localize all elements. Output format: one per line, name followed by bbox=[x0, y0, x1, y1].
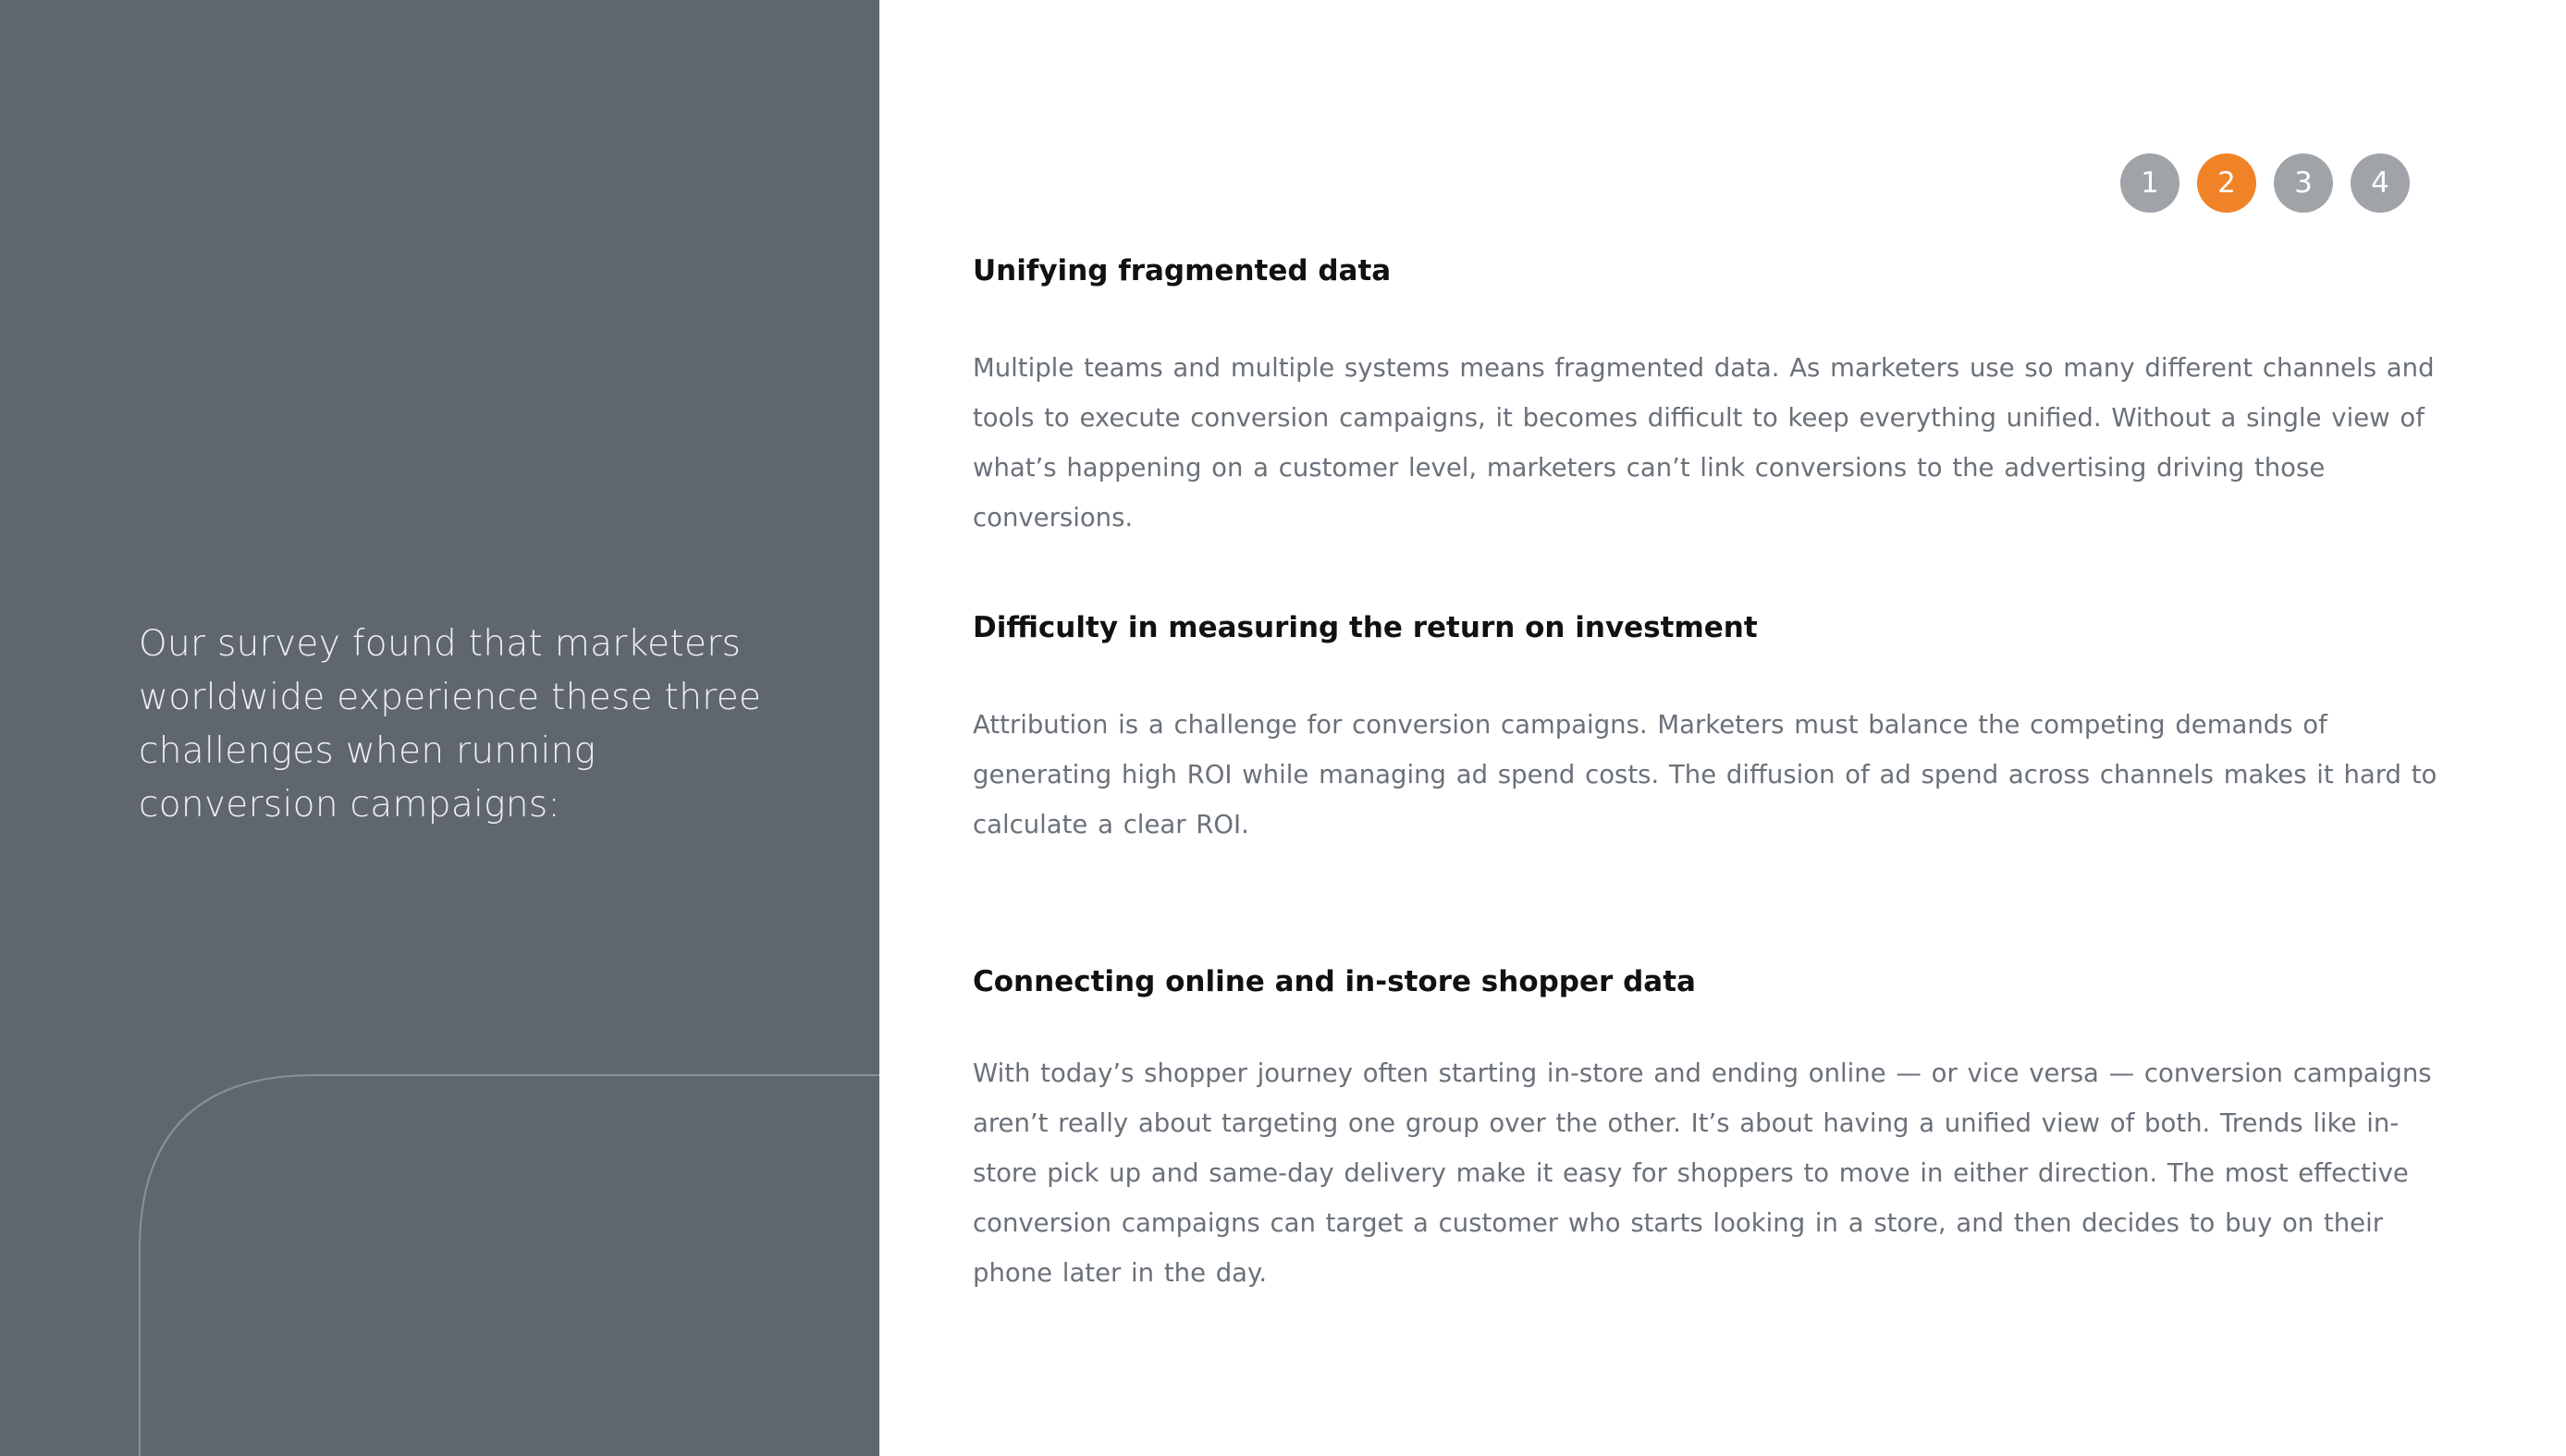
challenge-section bbox=[973, 607, 2452, 850]
challenge-section bbox=[973, 961, 2452, 1298]
section-body: Attribution is a challenge for conversion campaigns. Marketers must balance the competing demands of generating high ROI while managing ad spend costs. The diffusion of ad spend across channels makes it hard to calculate a clear ROI. bbox=[973, 710, 2437, 839]
pagination bbox=[2120, 153, 2410, 213]
page-3-button[interactable]: 3 bbox=[2274, 153, 2333, 213]
section-body: With today’s shopper journey often starting in-store and ending online — or vice versa — conversion campaigns aren’t really about targeting one group over the other. It’s about having a unified view of both. Trends like in-store pick up and same-day delivery make it easy for shoppers to move in either direction. The most effective conversion campaigns can target a customer who starts looking in a store, and then decides to buy on their phone later in the day. bbox=[973, 1058, 2432, 1288]
page-1-button[interactable]: 1 bbox=[2120, 153, 2179, 213]
left-panel bbox=[0, 0, 879, 1456]
section-title: Connecting online and in-store shopper data bbox=[973, 965, 1696, 998]
page-4-button[interactable]: 4 bbox=[2351, 153, 2410, 213]
page-2-button[interactable]: 2 bbox=[2197, 153, 2256, 213]
challenge-section bbox=[973, 251, 2452, 543]
decorative-curve bbox=[139, 1074, 879, 1456]
section-title: Unifying fragmented data bbox=[973, 254, 1392, 288]
section-body: Multiple teams and multiple systems means fragmented data. As marketers use so many different channels and tools to execute conversion campaigns, it becomes difficult to keep everything unified. Without a single view of what’s happening on a customer level, marketers can’t link conversions to the advertising driving those conversions. bbox=[973, 353, 2435, 532]
section-title: Difficulty in measuring the return on investment bbox=[973, 611, 1758, 644]
intro-text: Our survey found that marketers worldwide experience these three challenges when running conversion campaigns: bbox=[139, 623, 762, 826]
